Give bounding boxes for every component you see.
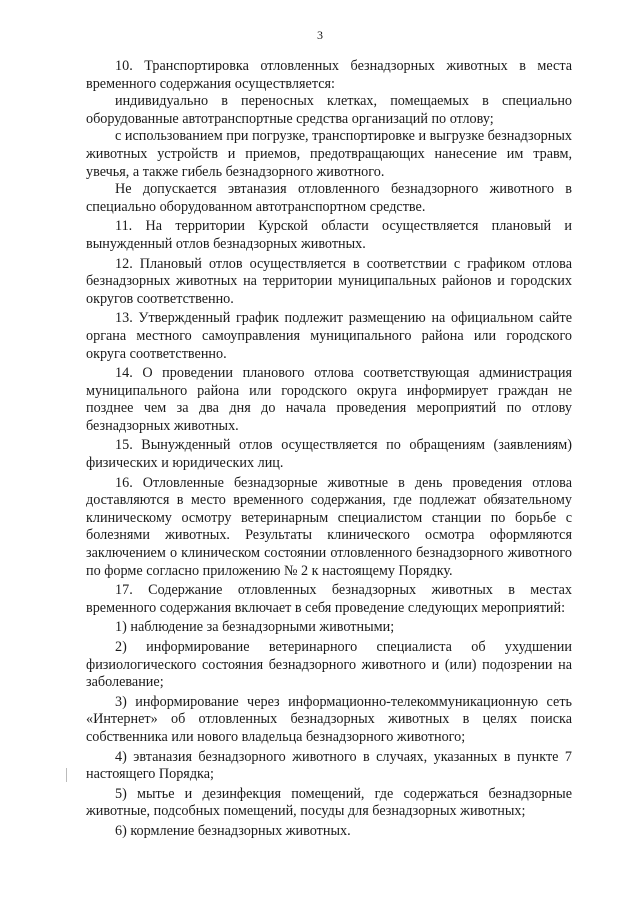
page-number: 3	[317, 28, 323, 42]
paragraph-12: 12. Плановый отлов осуществляется в соответствии с графиком отлова безнадзорных животных на территории муниципальных районов и городских округов соответственно.	[86, 255, 572, 307]
paragraph-17-item-3: 3) информирование через информационно-телекоммуникационную сеть «Интернет» об отловленных безнадзорных животных в целях поиска собственника или нового владельца безнадзорного животного;	[86, 693, 572, 745]
paragraph-10-item-devices: с использованием при погрузке, транспортировке и выгрузке безнадзорных животных устройств и приемов, предотвращающих нанесение им травм, увечья, а также гибель безнадзорного животного.	[86, 128, 572, 180]
paragraph-17-item-2: 2) информирование ветеринарного специалиста об ухудшении физиологического состояния безнадзорного животного и (или) подозрении на заболевание;	[86, 639, 572, 691]
paragraph-17-item-1: 1) наблюдение за безнадзорными животными;	[115, 619, 395, 636]
paragraph-16: 16. Отловленные безнадзорные животные в день проведения отлова доставляются в место временного содержания, где подлежат обязательному клиническому осмотру ветеринарным специалистом станции по борьбе с болезнями животных. Результаты клинического осмотра оформляются заключением о клиническом состоянии отловленного безнадзорного животного по форме согласно приложению № 2 к настоящему Порядку.	[86, 474, 572, 579]
paragraph-14: 14. О проведении планового отлова соответствующая администрация муниципального района или городского округа информирует граждан не позднее чем за два дня до начала проведения мероприятий по отлову безнадзорных животных.	[86, 365, 572, 434]
paragraph-10-euthanasia-ban: Не допускается эвтаназия отловленного безнадзорного животного в специально оборудованном автотранспортном средстве.	[86, 181, 572, 215]
paragraph-17-item-4: 4) эвтаназия безнадзорного животного в случаях, указанных в пункте 7 настоящего Порядка;	[86, 748, 572, 783]
paragraph-17-item-5: 5) мытье и дезинфекция помещений, где содержаться безнадзорные животные, подсобных помещений, посуды для безнадзорных животных;	[86, 785, 572, 820]
paragraph-10-item-cages: индивидуально в переносных клетках, помещаемых в специально оборудованные автотранспортные средства организаций по отлову;	[86, 93, 572, 127]
paragraph-13: 13. Утвержденный график подлежит размещению на официальном сайте органа местного самоуправления муниципального района или городского округа соответственно.	[86, 310, 572, 362]
document-body	[86, 58, 572, 841]
paragraph-17-item-6: 6) кормление безнадзорных животных.	[115, 822, 351, 839]
paragraph-10: 10. Транспортировка отловленных безнадзорных животных в места временного содержания осуществляется:	[86, 58, 572, 92]
paragraph-11: 11. На территории Курской области осуществляется плановый и вынужденный отлов безнадзорных животных.	[86, 218, 572, 252]
paragraph-17: 17. Содержание отловленных безнадзорных животных в местах временного содержания включает в себя проведение следующих мероприятий:	[86, 582, 572, 616]
margin-mark	[66, 768, 67, 782]
paragraph-15: 15. Вынужденный отлов осуществляется по обращениям (заявлениям) физических и юридических лиц.	[86, 437, 572, 472]
